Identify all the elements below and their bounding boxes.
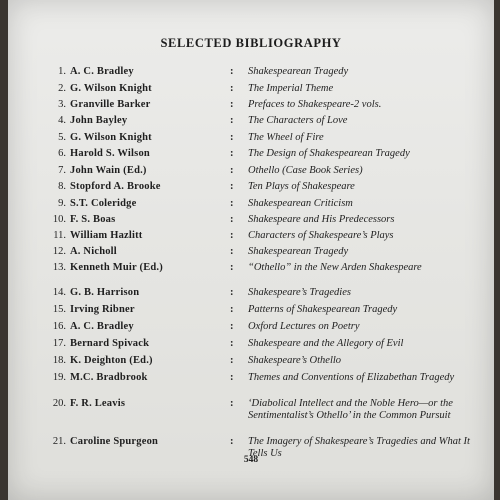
entry-work: The Imagery of Shakespeare’s Tragedies and What It Tells Us — [248, 436, 470, 459]
entry-separator: : — [230, 398, 234, 409]
entry-number: 4. — [58, 115, 66, 126]
entry-author: Bernard Spivack — [70, 338, 150, 349]
entry-separator: : — [230, 338, 234, 349]
entry-separator: : — [230, 66, 234, 77]
entry-separator: : — [230, 230, 234, 241]
entry-number: 19. — [52, 372, 66, 383]
entry-separator: : — [230, 287, 234, 298]
entry-separator: : — [230, 115, 234, 126]
entry-author: John Wain (Ed.) — [70, 165, 147, 176]
entry-number: 11. — [53, 230, 66, 241]
entry-work: The Characters of Love — [248, 115, 348, 126]
entry-work: Shakespeare’s Othello — [248, 355, 342, 366]
entry-number: 12. — [52, 246, 66, 257]
entry-author: Irving Ribner — [70, 304, 135, 315]
entry-work: Themes and Conventions of Elizabethan Tragedy — [248, 372, 455, 383]
entry-author: Harold S. Wilson — [70, 148, 150, 159]
entry-number: 15. — [52, 304, 66, 315]
entry-number: 1. — [58, 66, 66, 77]
entry-number: 3. — [58, 99, 66, 110]
entry-author: F. R. Leavis — [70, 398, 126, 409]
entry-separator: : — [230, 132, 234, 143]
entry-work: Prefaces to Shakespeare-2 vols. — [248, 99, 382, 110]
entry-separator: : — [230, 436, 234, 447]
entry-number: 2. — [58, 83, 66, 94]
entry-separator: : — [230, 148, 234, 159]
entry-number: 20. — [52, 398, 66, 409]
entry-separator: : — [230, 99, 234, 110]
entry-work: Shakespearean Criticism — [248, 198, 353, 209]
page-number: 548 — [243, 455, 259, 465]
entry-number: 21. — [52, 436, 66, 447]
entry-work: The Wheel of Fire — [248, 132, 324, 143]
entry-author: Stopford A. Brooke — [70, 181, 161, 192]
entry-work: ‘Diabolical Intellect and the Noble Hero—or the Sentimentalist’s Othello’ in the Common Pursuit — [248, 398, 453, 421]
entry-author: A. Nicholl — [70, 246, 117, 257]
entry-number: 5. — [58, 132, 66, 143]
entry-number: 13. — [52, 262, 66, 273]
entry-separator: : — [230, 198, 234, 209]
entry-work: Ten Plays of Shakespeare — [248, 181, 355, 192]
entry-separator: : — [230, 262, 234, 273]
entry-work: Othello (Case Book Series) — [248, 165, 363, 176]
entry-author: William Hazlitt — [70, 230, 143, 241]
entry-number: 9. — [58, 198, 66, 209]
entry-author: M.C. Bradbrook — [70, 372, 148, 383]
entry-number: 14. — [52, 287, 66, 298]
entry-work: The Design of Shakespearean Tragedy — [248, 148, 410, 159]
entry-author: F. S. Boas — [70, 214, 116, 225]
entry-work: “Othello” in the New Arden Shakespeare — [248, 262, 422, 273]
entry-separator: : — [230, 372, 234, 383]
entry-separator: : — [230, 321, 234, 332]
entry-work: Shakespeare and the Allegory of Evil — [248, 338, 404, 349]
entry-work: Characters of Shakespeare’s Plays — [248, 230, 394, 241]
entry-separator: : — [230, 83, 234, 94]
entry-work: Shakespearean Tragedy — [248, 246, 349, 257]
entry-number: 10. — [52, 214, 66, 225]
entry-separator: : — [230, 165, 234, 176]
entry-work: The Imperial Theme — [248, 83, 334, 94]
book-page — [8, 0, 494, 500]
entry-separator: : — [230, 304, 234, 315]
entry-author: S.T. Coleridge — [70, 198, 137, 209]
entry-number: 16. — [52, 321, 66, 332]
entry-separator: : — [230, 246, 234, 257]
entry-work: Oxford Lectures on Poetry — [248, 321, 360, 332]
entry-author: A. C. Bradley — [70, 321, 134, 332]
entry-author: Granville Barker — [70, 99, 151, 110]
entry-number: 18. — [52, 355, 66, 366]
entry-number: 17. — [52, 338, 66, 349]
entry-work: Shakespeare’s Tragedies — [248, 287, 351, 298]
entry-author: G. Wilson Knight — [70, 83, 152, 94]
entry-work: Patterns of Shakespearean Tragedy — [248, 304, 398, 315]
entry-author: Caroline Spurgeon — [70, 436, 159, 447]
entry-author: G. B. Harrison — [70, 287, 140, 298]
entry-number: 7. — [58, 165, 66, 176]
entry-number: 8. — [58, 181, 66, 192]
entry-separator: : — [230, 214, 234, 225]
entry-author: Kenneth Muir (Ed.) — [70, 262, 163, 273]
entry-number: 6. — [58, 148, 66, 159]
page-title: SELECTED BIBLIOGRAPHY — [160, 36, 342, 50]
entry-work: Shakespeare and His Predecessors — [248, 214, 395, 225]
entry-separator: : — [230, 355, 234, 366]
entry-work: Shakespearean Tragedy — [248, 66, 349, 77]
entry-author: K. Deighton (Ed.) — [70, 355, 153, 366]
entry-author: John Bayley — [70, 115, 128, 126]
entry-separator: : — [230, 181, 234, 192]
entry-author: A. C. Bradley — [70, 66, 134, 77]
entry-author: G. Wilson Knight — [70, 132, 152, 143]
